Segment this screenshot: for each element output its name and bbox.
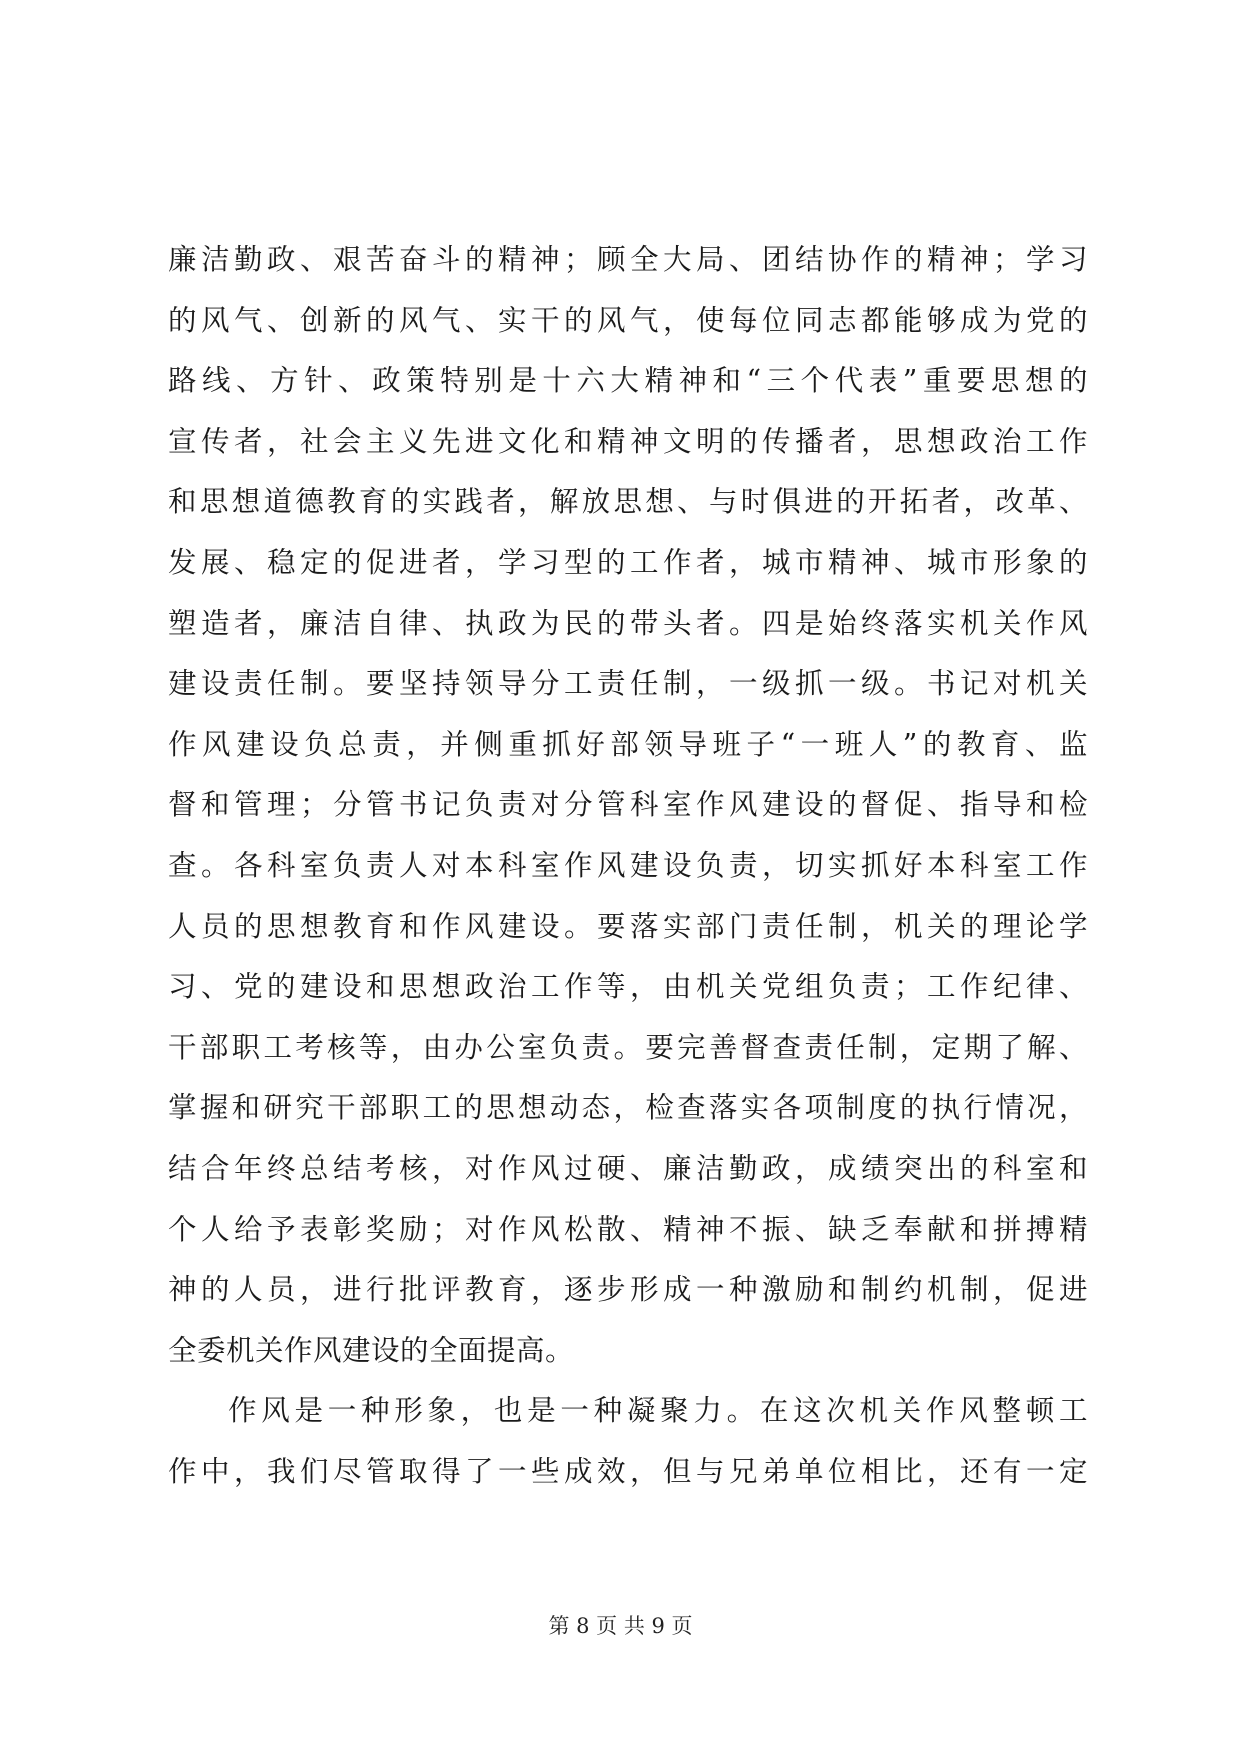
text-line: 督和管理；分管书记负责对分管科室作风建设的督促、指导和检 [168, 788, 1088, 822]
text-line: 作中，我们尽管取得了一些成效，但与兄弟单位相比，还有一定 [168, 1454, 1088, 1488]
text-line: 塑造者，廉洁自律、执政为民的带头者。四是始终落实机关作风 [168, 606, 1088, 640]
text-line: 干部职工考核等，由办公室负责。要完善督查责任制，定期了解、 [168, 1030, 1088, 1064]
text-line: 全委机关作风建设的全面提高。 [168, 1333, 575, 1367]
text-line: 个人给予表彰奖励；对作风松散、精神不振、缺乏奉献和拼搏精 [168, 1212, 1088, 1246]
text-line: 和思想道德教育的实践者，解放思想、与时俱进的开拓者，改革、 [168, 485, 1088, 519]
text-line: 宣传者，社会主义先进文化和精神文明的传播者，思想政治工作 [168, 424, 1088, 458]
text-line: 结合年终总结考核，对作风过硬、廉洁勤政，成绩突出的科室和 [168, 1151, 1088, 1185]
text-line: 建设责任制。要坚持领导分工责任制，一级抓一级。书记对机关 [168, 667, 1088, 701]
paragraph-start-line: 作风是一种形象，也是一种凝聚力。在这次机关作风整顿工 [228, 1394, 1088, 1428]
page-footer [0, 1610, 1241, 1640]
text-line: 作风建设负总责，并侧重抓好部领导班子“一班人”的教育、监 [168, 727, 1088, 761]
page-number-label: 第 8 页 共 9 页 [548, 1614, 693, 1638]
text-line: 神的人员，进行批评教育，逐步形成一种激励和制约机制，促进 [168, 1273, 1088, 1307]
text-line: 人员的思想教育和作风建设。要落实部门责任制，机关的理论学 [168, 909, 1088, 943]
text-line: 查。各科室负责人对本科室作风建设负责，切实抓好本科室工作 [168, 848, 1088, 882]
body-text [168, 230, 1088, 1502]
text-line: 的风气、创新的风气、实干的风气，使每位同志都能够成为党的 [168, 303, 1088, 337]
text-line: 发展、稳定的促进者，学习型的工作者，城市精神、城市形象的 [168, 545, 1088, 579]
text-line: 掌握和研究干部职工的思想动态，检查落实各项制度的执行情况， [168, 1091, 1088, 1125]
text-line: 路线、方针、政策特别是十六大精神和“三个代表”重要思想的 [168, 364, 1088, 398]
text-line: 廉洁勤政、艰苦奋斗的精神；顾全大局、团结协作的精神；学习 [168, 243, 1088, 276]
text-line: 习、党的建设和思想政治工作等，由机关党组负责；工作纪律、 [168, 970, 1088, 1004]
